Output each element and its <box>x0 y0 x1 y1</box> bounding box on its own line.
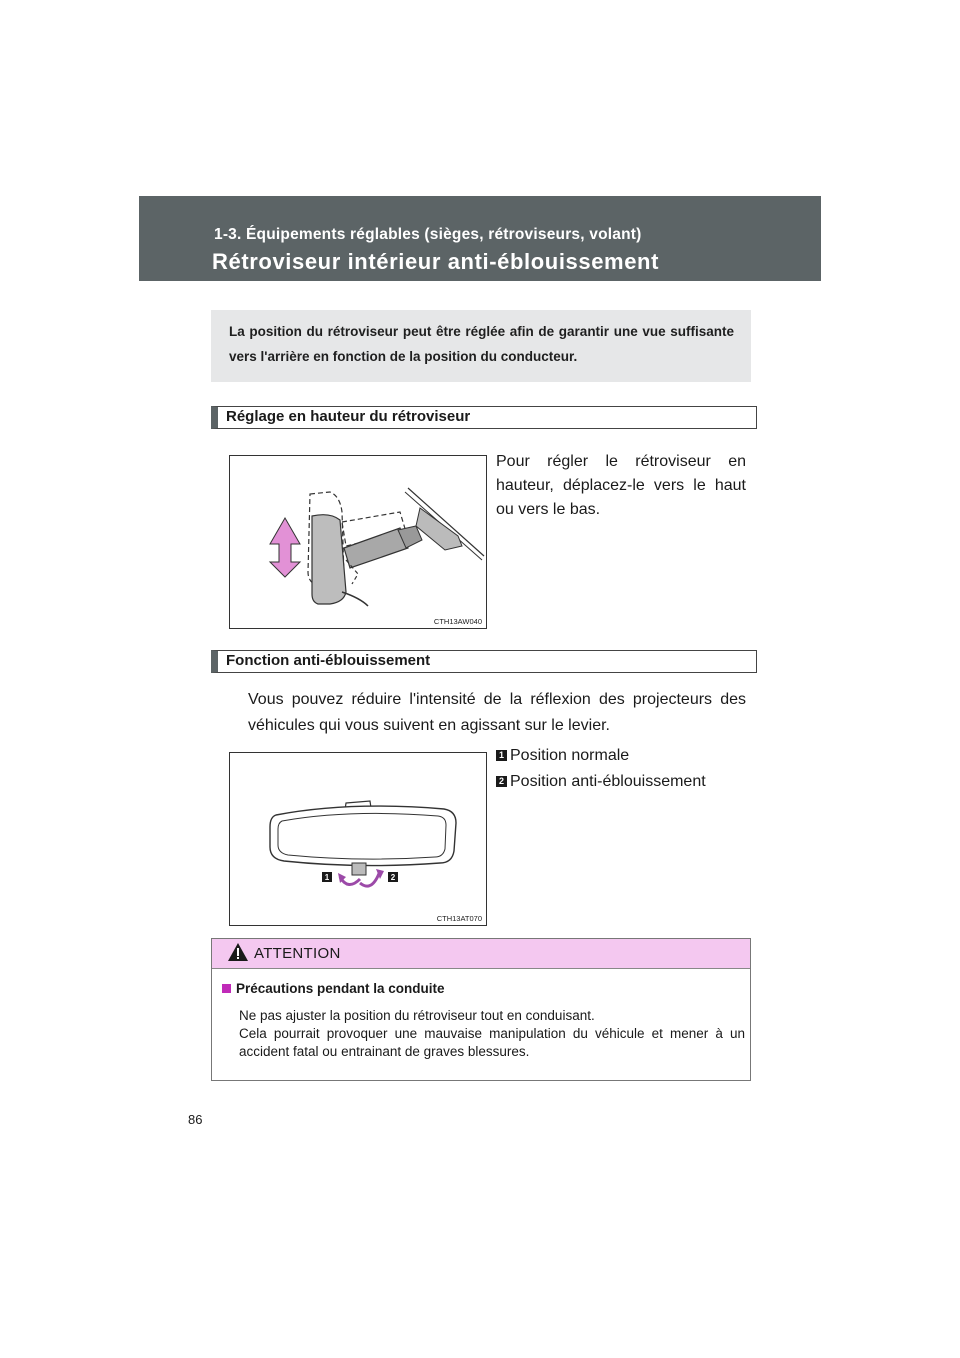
attention-line: Cela pourrait provoquer une mauvaise manipulation du véhicule et mener à un accident fatal ou entrainant de graves blessures. <box>239 1026 745 1059</box>
section-path: 1-3. Équipements réglables (sièges, rétroviseurs, volant) <box>214 226 642 243</box>
section-heading-anti-glare <box>211 650 757 673</box>
mirror-height-illustration <box>230 456 486 628</box>
anti-glare-figure <box>229 752 487 926</box>
height-adjust-text: Pour régler le rétroviseur en hauteur, déplacez-le vers le haut ou vers le bas. <box>496 453 746 518</box>
legend-item <box>496 773 706 791</box>
section-heading-anti-glare-label: Fonction anti-éblouissement <box>226 652 431 669</box>
attention-box <box>211 938 751 1081</box>
up-down-arrow-icon <box>270 518 300 577</box>
anti-glare-text: Vous pouvez réduire l'intensité de la réflexion des projecteurs des véhicules qui vous suivent en agissant sur le levier. <box>248 691 746 734</box>
page-title: Rétroviseur intérieur anti-éblouissement <box>212 249 659 274</box>
legend-label: Position anti-éblouissement <box>510 773 706 790</box>
page-number: 86 <box>188 1112 203 1127</box>
attention-label: ATTENTION <box>254 945 341 962</box>
bullet-square-icon <box>222 984 231 993</box>
intro-text: La position du rétroviseur peut être réglée afin de garantir une vue suffisante vers l'arrière en fonction de la position du conducteur. <box>229 324 734 364</box>
anti-glare-mirror-illustration <box>230 753 486 925</box>
mirror-height-figure <box>229 455 487 629</box>
number-badge: 1 <box>496 750 507 761</box>
legend-label: Position normale <box>510 747 630 764</box>
warning-icon <box>227 942 249 962</box>
attention-body <box>239 1007 745 1061</box>
svg-text:2: 2 <box>390 873 396 882</box>
attention-header <box>212 939 750 969</box>
svg-text:1: 1 <box>324 873 330 882</box>
section-heading-height <box>211 406 757 429</box>
attention-subtitle <box>222 981 445 996</box>
section-heading-height-label: Réglage en hauteur du rétroviseur <box>226 408 471 425</box>
attention-subtitle-text: Précautions pendant la conduite <box>236 981 445 996</box>
figure-code: CTH13AT070 <box>436 914 482 923</box>
figure-code: CTH13AW040 <box>433 617 482 626</box>
legend-item <box>496 747 629 765</box>
number-badge: 2 <box>496 776 507 787</box>
attention-line: Ne pas ajuster la position du rétroviseur tout en conduisant. <box>239 1008 595 1023</box>
